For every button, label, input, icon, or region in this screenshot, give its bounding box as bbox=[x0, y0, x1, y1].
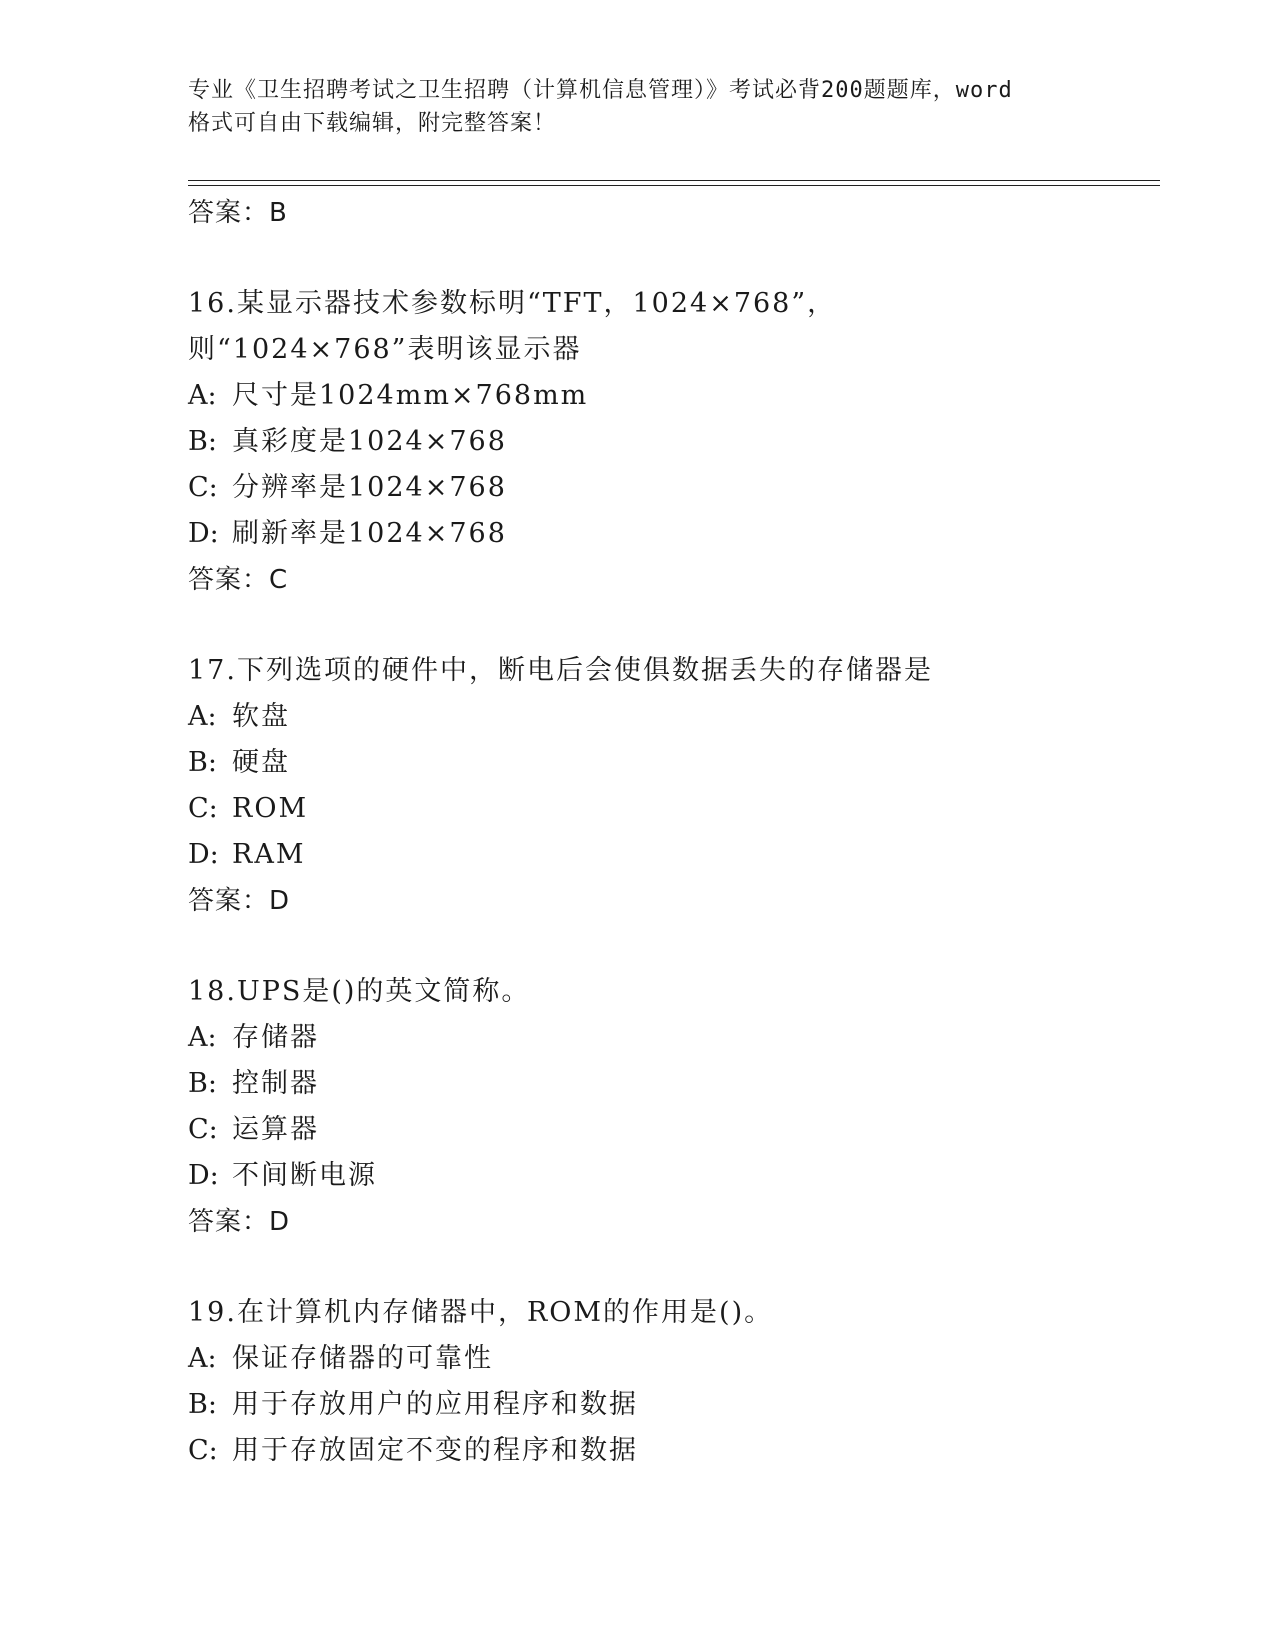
option-key: D: bbox=[188, 1160, 219, 1191]
option-a bbox=[188, 694, 1088, 740]
answer-line: 答案：D bbox=[188, 1207, 291, 1237]
question-text: 16.某显示器技术参数标明“TFT，1024×768”，则“1024×768”表明该显示器 bbox=[188, 288, 837, 365]
question-list bbox=[188, 190, 1088, 1474]
option-c bbox=[188, 465, 1088, 511]
option-b bbox=[188, 1382, 1088, 1428]
option-key: D: bbox=[188, 839, 219, 870]
option-c bbox=[188, 1428, 1088, 1474]
option-key: B: bbox=[188, 426, 217, 457]
option-text: 控制器 bbox=[232, 1068, 319, 1099]
option-text: 运算器 bbox=[232, 1114, 319, 1145]
option-text: 尺寸是1024mm×768mm bbox=[232, 380, 589, 411]
option-text: RAM bbox=[232, 839, 306, 870]
option-key: D: bbox=[188, 518, 219, 549]
option-key: A: bbox=[188, 1343, 217, 1374]
option-key: B: bbox=[188, 747, 217, 778]
option-text: 不间断电源 bbox=[232, 1160, 377, 1191]
option-text: 用于存放用户的应用程序和数据 bbox=[232, 1389, 638, 1420]
option-a bbox=[188, 1336, 1088, 1382]
option-d bbox=[188, 511, 1088, 557]
question-17 bbox=[188, 648, 1088, 924]
header-divider-bottom bbox=[188, 185, 1160, 186]
question-19 bbox=[188, 1290, 1088, 1474]
option-key: B: bbox=[188, 1068, 217, 1099]
answer-line: 答案：D bbox=[188, 886, 291, 916]
option-text: 硬盘 bbox=[232, 747, 290, 778]
question-16 bbox=[188, 281, 1088, 603]
option-key: A: bbox=[188, 701, 217, 732]
option-b bbox=[188, 1061, 1088, 1107]
option-d bbox=[188, 832, 1088, 878]
option-text: 分辨率是1024×768 bbox=[232, 472, 507, 503]
header-line-2: 格式可自由下载编辑，附完整答案！ bbox=[188, 111, 557, 136]
question-text: 17.下列选项的硬件中，断电后会使俱数据丢失的存储器是 bbox=[188, 655, 933, 686]
option-text: 保证存储器的可靠性 bbox=[232, 1343, 493, 1374]
option-d bbox=[188, 1153, 1088, 1199]
answer-line: 答案：B bbox=[188, 198, 288, 228]
question-text: 19.在计算机内存储器中，ROM的作用是()。 bbox=[188, 1297, 774, 1328]
question-text: 18.UPS是()的英文简称。 bbox=[188, 976, 531, 1007]
option-text: 用于存放固定不变的程序和数据 bbox=[232, 1435, 638, 1466]
option-a bbox=[188, 1015, 1088, 1061]
option-a bbox=[188, 373, 1088, 419]
option-c bbox=[188, 786, 1088, 832]
option-c bbox=[188, 1107, 1088, 1153]
option-b bbox=[188, 740, 1088, 786]
document-header bbox=[188, 74, 1088, 140]
option-key: C: bbox=[188, 1114, 218, 1145]
option-b bbox=[188, 419, 1088, 465]
option-text: 存储器 bbox=[232, 1022, 319, 1053]
header-divider-top bbox=[188, 180, 1160, 181]
option-key: A: bbox=[188, 1022, 217, 1053]
option-key: A: bbox=[188, 380, 217, 411]
header-line-1: 专业《卫生招聘考试之卫生招聘（计算机信息管理）》考试必背200题题库，word bbox=[188, 78, 1013, 103]
question-18 bbox=[188, 969, 1088, 1245]
option-text: 软盘 bbox=[232, 701, 290, 732]
option-key: B: bbox=[188, 1389, 217, 1420]
answer-line: 答案：C bbox=[188, 565, 289, 595]
option-key: C: bbox=[188, 1435, 218, 1466]
option-key: C: bbox=[188, 472, 218, 503]
option-text: 刷新率是1024×768 bbox=[232, 518, 507, 549]
option-text: 真彩度是1024×768 bbox=[232, 426, 507, 457]
option-text: ROM bbox=[232, 793, 309, 824]
option-key: C: bbox=[188, 793, 218, 824]
